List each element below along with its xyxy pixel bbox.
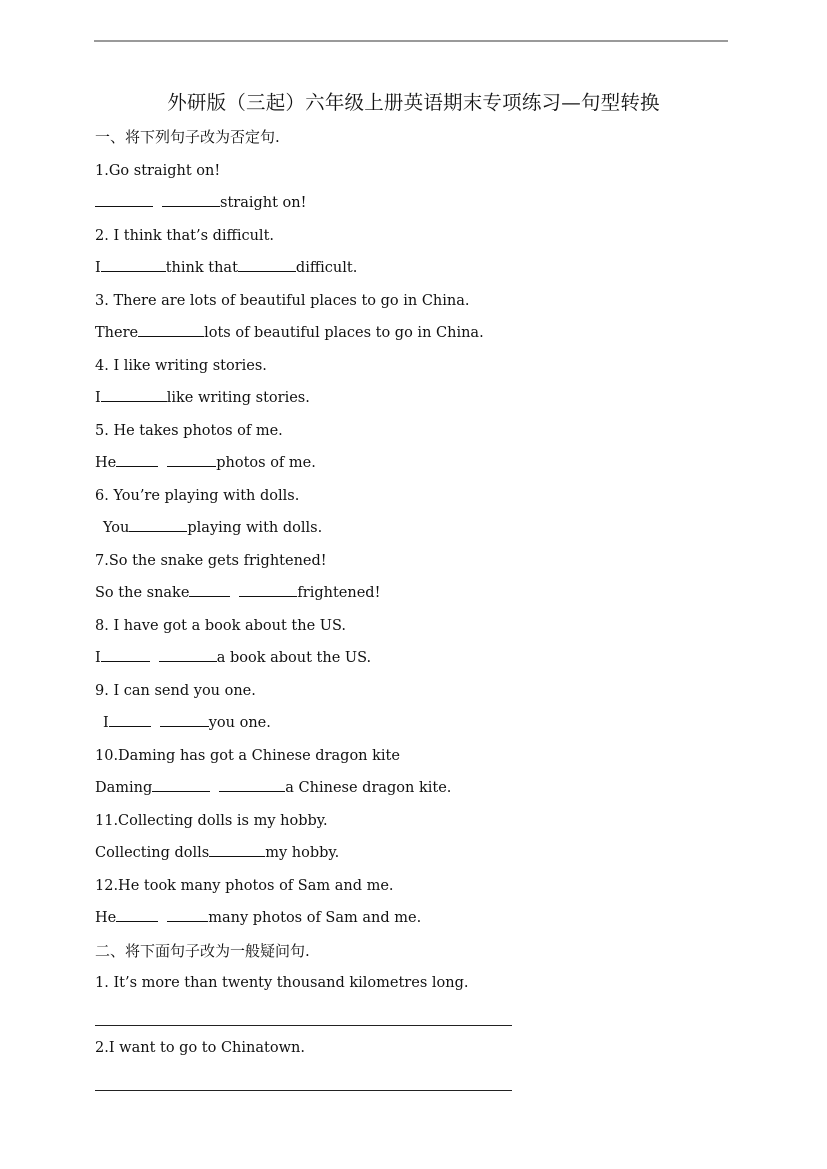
question-10: 10.Daming has got a Chinese dragon kite <box>95 748 400 764</box>
answer-row-8 <box>95 648 371 668</box>
answer-blank[interactable] <box>109 713 151 727</box>
question-12: 12.He took many photos of Sam and me. <box>95 878 394 894</box>
answer-row-2 <box>95 258 357 278</box>
answer-text: photos of me. <box>216 455 316 471</box>
answer-blank[interactable] <box>129 518 187 532</box>
question-2: 2. I think that’s difficult. <box>95 228 275 244</box>
question-11: 11.Collecting dolls is my hobby. <box>95 813 328 829</box>
answer-row-10 <box>95 778 451 798</box>
answer-blank[interactable] <box>167 453 216 467</box>
answer-text: a book about the US. <box>216 650 372 666</box>
question-3: 3. There are lots of beautiful places to go in China. <box>95 293 470 309</box>
answer-text: think that <box>165 260 238 276</box>
answer-line[interactable] <box>95 1025 512 1026</box>
question-9: 9. I can send you one. <box>95 683 256 699</box>
header-rule <box>94 40 728 42</box>
question-s2-1: 1. It’s more than twenty thousand kilometres long. <box>95 975 469 991</box>
answer-row-1 <box>95 193 306 213</box>
answer-blank[interactable] <box>159 648 217 662</box>
answer-text: playing with dolls. <box>187 520 323 536</box>
answer-blank[interactable] <box>152 778 210 792</box>
answer-blank[interactable] <box>116 908 158 922</box>
answer-text: you one. <box>208 715 271 731</box>
question-1: 1.Go straight on! <box>95 163 221 179</box>
question-s2-2: 2.I want to go to Chinatown. <box>95 1040 305 1056</box>
document-title: 外研版（三起）六年级上册英语期末专项练习—句型转换 <box>167 91 660 114</box>
answer-row-3 <box>95 323 484 343</box>
answer-text: There <box>95 325 139 341</box>
answer-blank[interactable] <box>101 388 167 402</box>
answer-blank[interactable] <box>160 713 209 727</box>
answer-blank[interactable] <box>95 193 153 207</box>
answer-row-12 <box>95 908 421 928</box>
question-4: 4. I like writing stories. <box>95 358 267 374</box>
answer-blank[interactable] <box>238 258 296 272</box>
answer-blank[interactable] <box>101 648 150 662</box>
answer-text: frightened! <box>297 585 381 601</box>
answer-blank[interactable] <box>116 453 158 467</box>
answer-row-4 <box>95 388 310 408</box>
answer-text: a Chinese dragon kite. <box>285 780 452 796</box>
answer-row-6 <box>103 518 322 538</box>
section-heading: 一、将下列句子改为否定句. <box>95 128 280 146</box>
answer-text: like writing stories. <box>166 390 310 406</box>
answer-text: He <box>95 910 117 926</box>
answer-text: So the snake <box>95 585 190 601</box>
answer-blank[interactable] <box>209 843 265 857</box>
answer-text: Collecting dolls <box>95 845 210 861</box>
question-5: 5. He takes photos of me. <box>95 423 283 439</box>
answer-text: straight on! <box>220 195 307 211</box>
answer-row-9 <box>103 713 271 733</box>
answer-blank[interactable] <box>101 258 166 272</box>
answer-text: difficult. <box>295 260 358 276</box>
answer-blank[interactable] <box>189 583 230 597</box>
answer-line[interactable] <box>95 1090 512 1091</box>
answer-blank[interactable] <box>167 908 208 922</box>
answer-blank[interactable] <box>219 778 285 792</box>
answer-text: Daming <box>95 780 153 796</box>
answer-text: many photos of Sam and me. <box>208 910 422 926</box>
answer-blank[interactable] <box>162 193 220 207</box>
answer-text: I <box>95 650 101 666</box>
answer-text: You <box>103 520 130 536</box>
answer-row-7 <box>95 583 380 603</box>
question-6: 6. You’re playing with dolls. <box>95 488 300 504</box>
answer-text: I <box>95 390 101 406</box>
answer-text: lots of beautiful places to go in China. <box>204 325 484 341</box>
answer-blank[interactable] <box>239 583 297 597</box>
question-8: 8. I have got a book about the US. <box>95 618 347 634</box>
section-heading: 二、将下面句子改为一般疑问句. <box>95 942 310 960</box>
answer-row-5 <box>95 453 316 473</box>
answer-blank[interactable] <box>138 323 204 337</box>
answer-text: I <box>95 260 101 276</box>
answer-text: He <box>95 455 117 471</box>
answer-text: my hobby. <box>265 845 340 861</box>
question-7: 7.So the snake gets frightened! <box>95 553 327 569</box>
answer-row-11 <box>95 843 339 863</box>
answer-text: I <box>103 715 109 731</box>
